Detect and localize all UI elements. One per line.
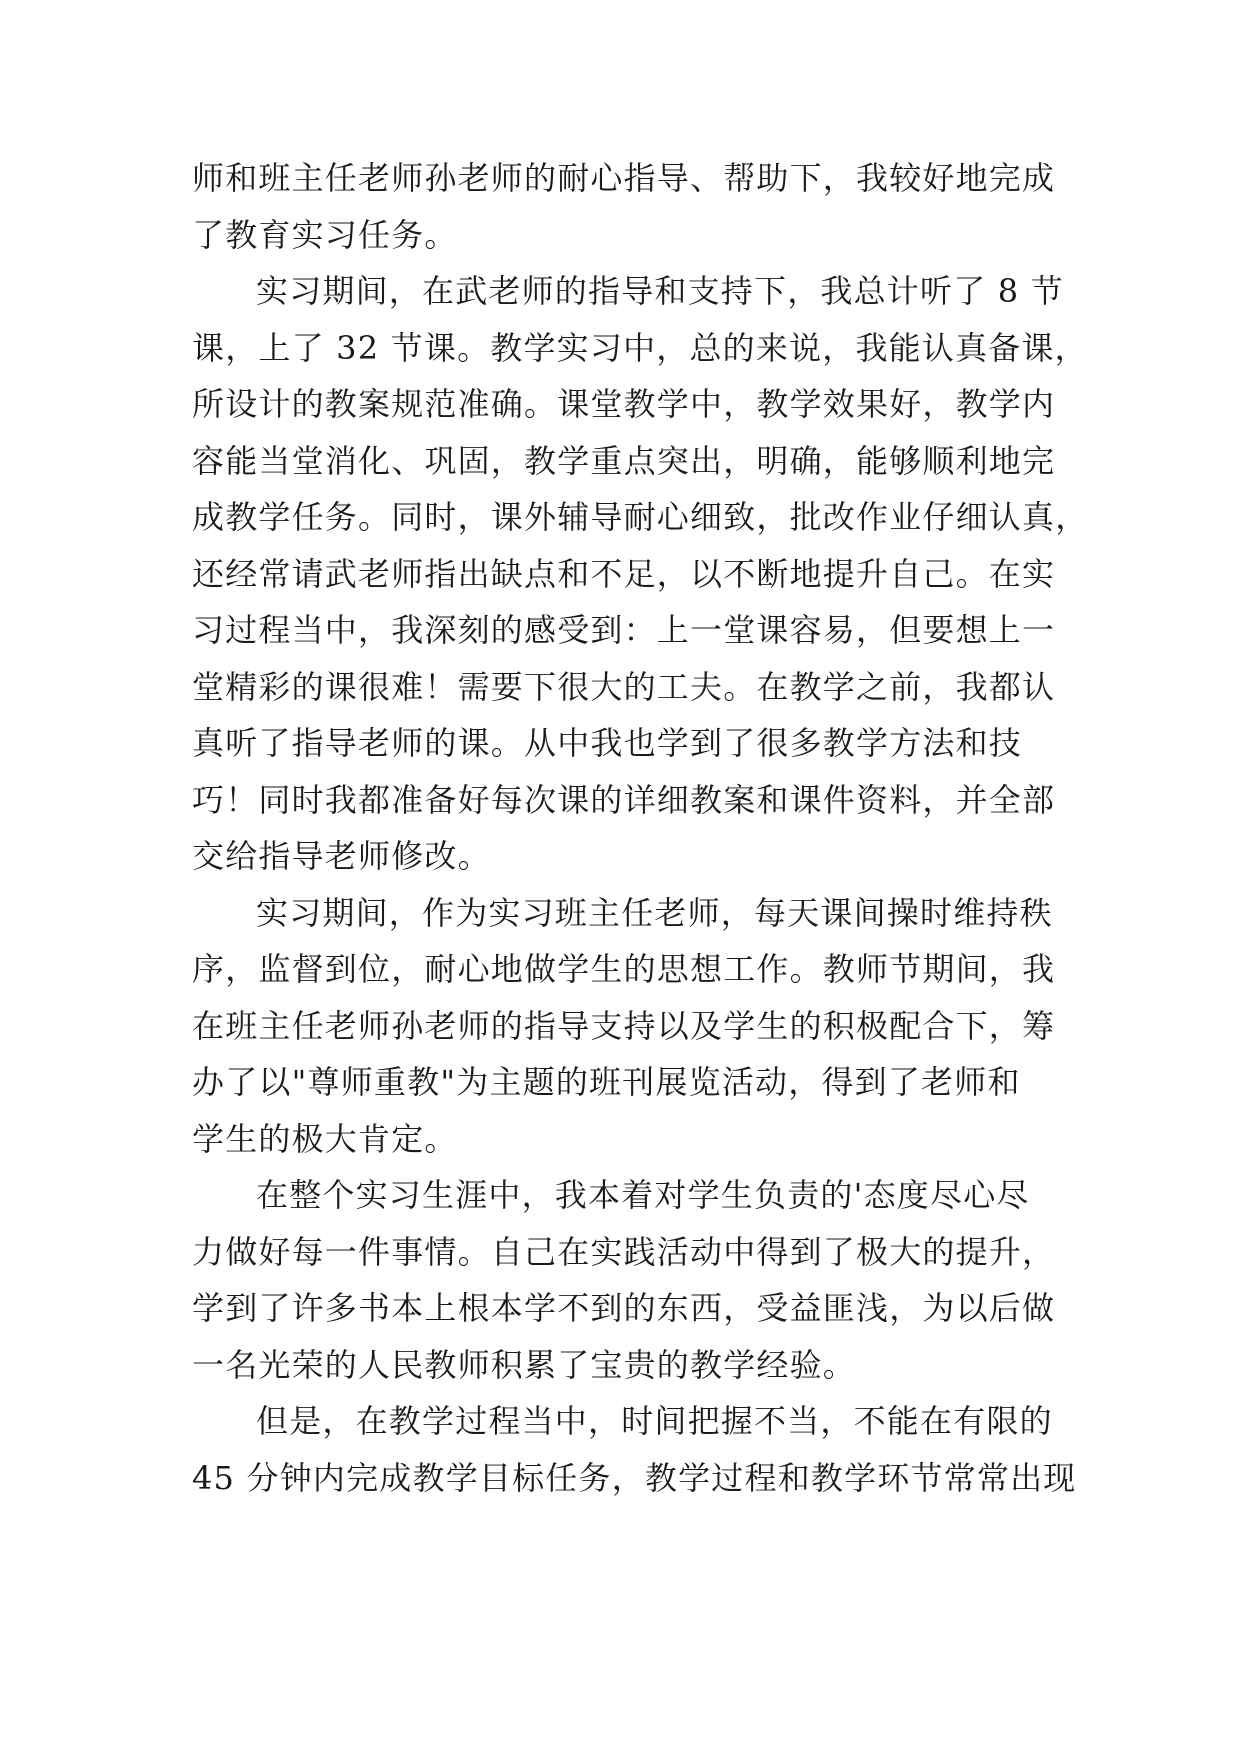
text-line: 课，上了 32 节课。教学实习中，总的来说，我能认真备课， bbox=[192, 328, 1088, 367]
text-line: 实习期间，作为实习班主任老师，每天课间操时维持秩 bbox=[256, 893, 1053, 932]
text-line: 习过程当中，我深刻的感受到：上一堂课容易，但要想上一 bbox=[192, 611, 1056, 649]
text-line: 但是，在教学过程当中，时间把握不当，不能在有限的 bbox=[256, 1402, 1053, 1440]
text-line: 45 分钟内完成教学目标任务，教学过程和教学环节常常出现 bbox=[192, 1458, 1077, 1497]
text-line: 学生的极大肯定。 bbox=[192, 1119, 458, 1158]
body-text bbox=[192, 150, 1089, 1506]
text-line: 所设计的教案规范准确。课堂教学中，教学效果好，教学内 bbox=[192, 385, 1056, 423]
text-line: 序，监督到位，耐心地做学生的思想工作。教师节期间，我 bbox=[192, 950, 1056, 988]
text-line: 了教育实习任务。 bbox=[192, 215, 458, 254]
text-line: 真听了指导老师的课。从中我也学到了很多教学方法和技 bbox=[192, 724, 1023, 762]
text-line: 巧！同时我都准备好每次课的详细教案和课件资料，并全部 bbox=[192, 780, 1056, 819]
text-line: 成教学任务。同时，课外辅导耐心细致，批改作业仔细认真， bbox=[192, 498, 1089, 536]
text-line: 交给指导老师修改。 bbox=[192, 837, 491, 875]
text-line: 还经常请武老师指出缺点和不足，以不断地提升自己。在实 bbox=[192, 554, 1056, 593]
text-line: 实习期间，在武老师的指导和支持下，我总计听了 8 节 bbox=[256, 272, 1064, 310]
text-line: 在整个实习生涯中，我本着对学生负责的'态度尽心尽 bbox=[256, 1176, 1030, 1214]
text-line: 堂精彩的课很难！需要下很大的工夫。在教学之前，我都认 bbox=[192, 667, 1056, 706]
text-line: 在班主任老师孙老师的指导支持以及学生的积极配合下，筹 bbox=[192, 1006, 1056, 1045]
text-line: 学到了许多书本上根本学不到的东西，受益匪浅，为以后做 bbox=[192, 1289, 1056, 1327]
text-line: 师和班主任老师孙老师的耐心指导、帮助下，我较好地完成 bbox=[192, 159, 1056, 197]
text-line: 力做好每一件事情。自己在实践活动中得到了极大的提升， bbox=[192, 1232, 1056, 1271]
text-line: 一名光荣的人民教师积累了宝贵的教学经验。 bbox=[192, 1345, 857, 1384]
text-line: 办了以"尊师重教"为主题的班刊展览活动，得到了老师和 bbox=[192, 1063, 1021, 1101]
text-line: 容能当堂消化、巩固，教学重点突出，明确，能够顺利地完 bbox=[192, 441, 1056, 480]
